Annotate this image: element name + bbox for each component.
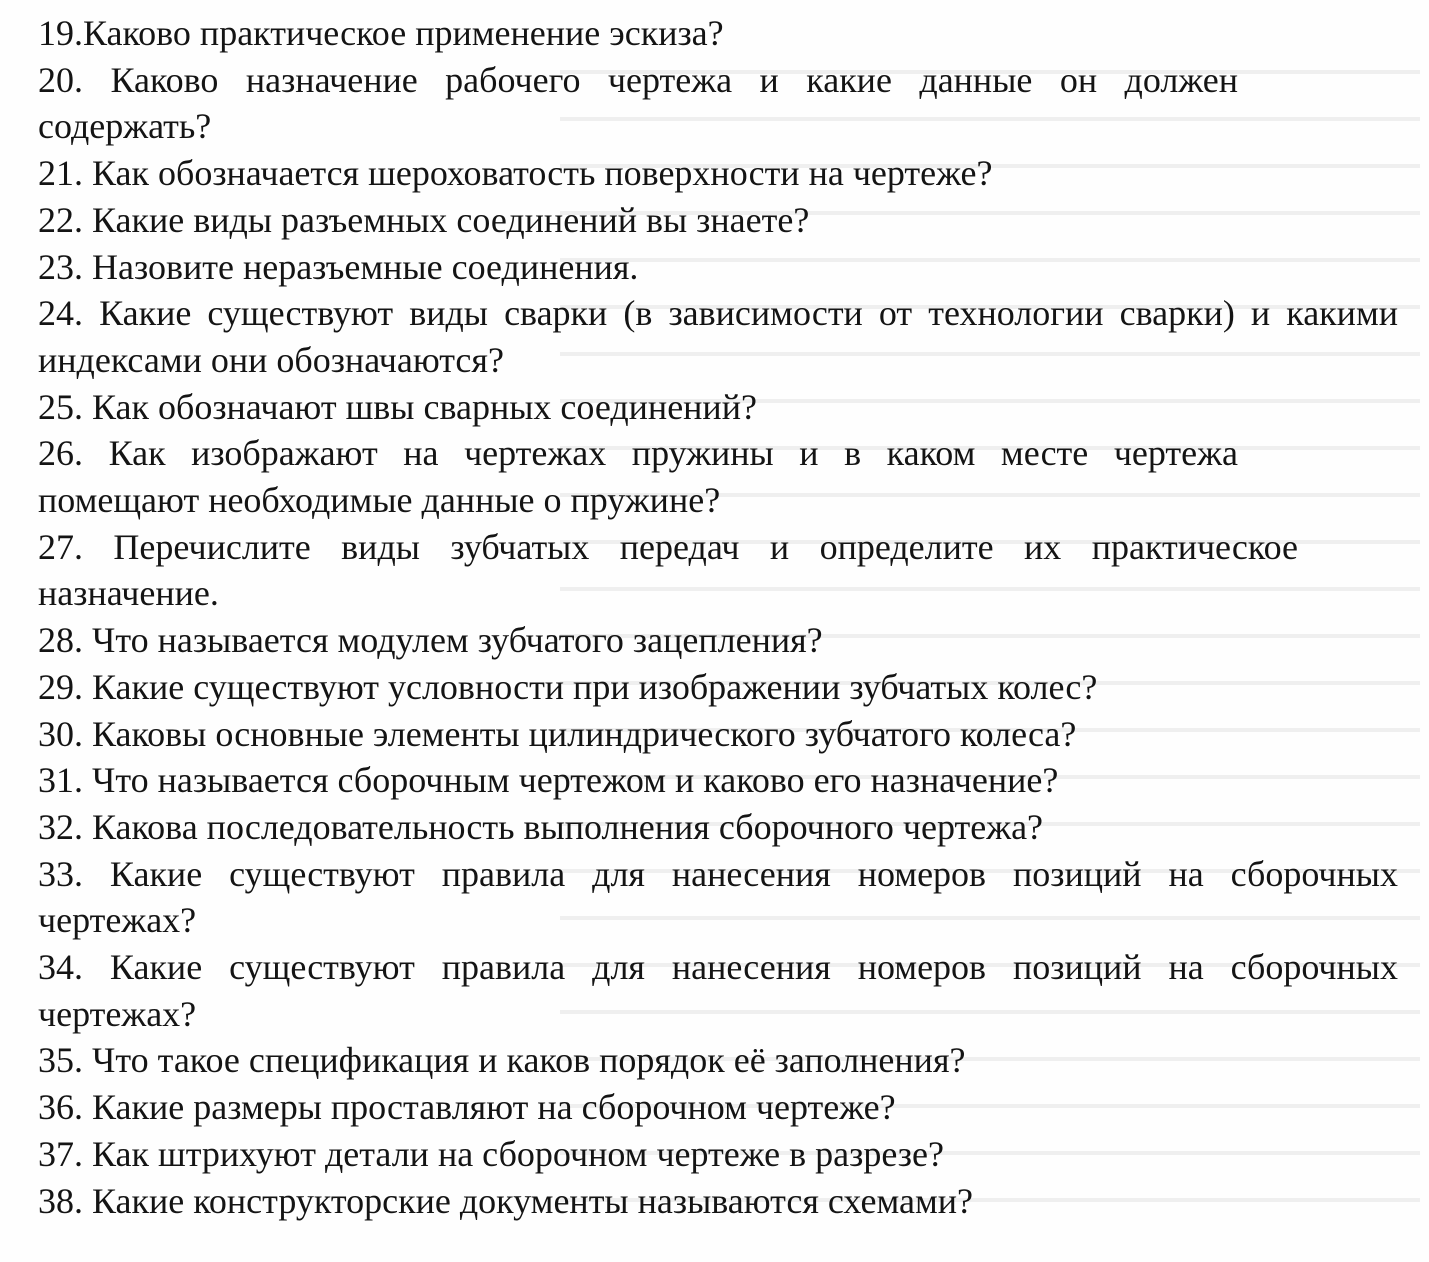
question-29: 29. Какие существуют условности при изображении зубчатых колес? [38, 666, 1098, 707]
question-20: 20. Каково назначение рабочего чертежа и какие данные он должен содержать? [38, 59, 1238, 147]
question-38: 38. Какие конструкторские документы называются схемами? [38, 1180, 974, 1221]
question-35: 35. Что такое спецификация и каков порядок её заполнения? [38, 1040, 966, 1081]
question-19: 19.Каково практическое применение эскиза? [38, 13, 724, 53]
question-22: 22. Какие виды разъемных соединений вы знаете? [38, 199, 810, 240]
question-34: 34. Какие существуют правила для нанесения номеров позиций на сборочных чертежах? [38, 947, 1398, 1034]
question-27: 27. Перечислите виды зубчатых передач и определите их практическое назначение. [38, 526, 1298, 614]
question-37: 37. Как штрихуют детали на сборочном чертеже в разрезе? [38, 1133, 944, 1174]
question-33: 33. Какие существуют правила для нанесения номеров позиций на сборочных чертежах? [38, 853, 1398, 941]
question-list [38, 10, 1398, 1224]
question-28: 28. Что называется модулем зубчатого зацепления? [38, 620, 823, 661]
question-23: 23. Назовите неразъемные соединения. [38, 246, 639, 287]
question-36: 36. Какие размеры проставляют на сборочном чертеже? [38, 1087, 896, 1128]
question-31: 31. Что называется сборочным чертежом и каково его назначение? [38, 760, 1059, 801]
question-24: 24. Какие существуют виды сварки (в зависимости от технологии сварки) и какими индексами они обозначаются? [38, 293, 1398, 380]
question-32: 32. Какова последовательность выполнения сборочного чертежа? [38, 806, 1044, 847]
question-25: 25. Как обозначают швы сварных соединений? [38, 386, 757, 427]
question-30: 30. Каковы основные элементы цилиндрического зубчатого колеса? [38, 713, 1077, 754]
question-26: 26. Как изображают на чертежах пружины и в каком месте чертежа помещают необходимые данные о пружине? [38, 433, 1238, 521]
question-21: 21. Как обозначается шероховатость поверхности на чертеже? [38, 153, 993, 194]
